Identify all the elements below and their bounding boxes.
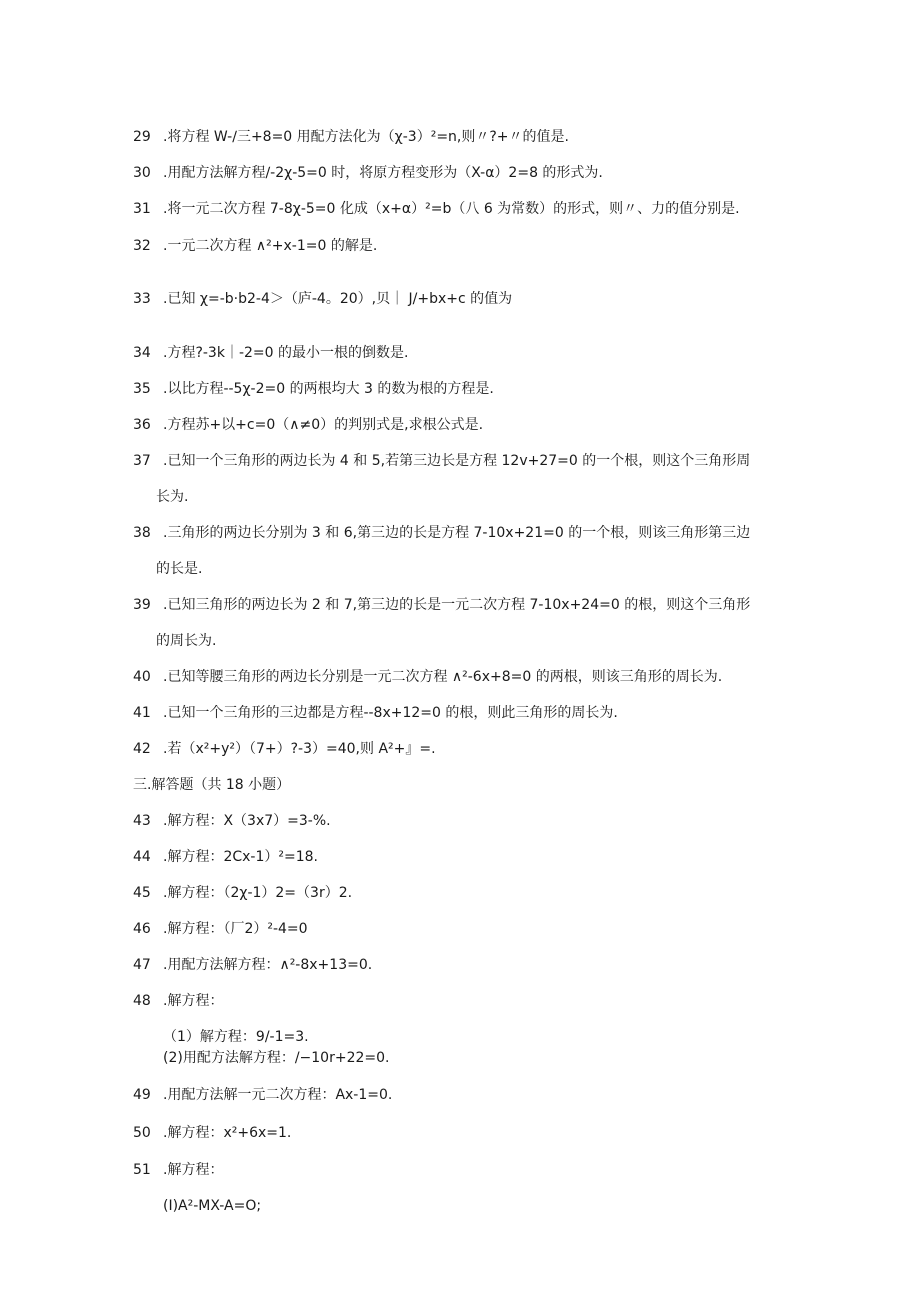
question-text: .用配方法解方程∕-2χ-5=0 时，将原方程变形为（X-α）2=8 的形式为.	[163, 165, 603, 181]
question-number: 46	[133, 921, 151, 937]
question-number: 32	[133, 238, 151, 254]
question-text: .解方程：	[163, 993, 224, 1009]
question-number: 29	[133, 129, 151, 145]
question-text: .解方程：2Cx-1）²=18.	[163, 849, 318, 865]
question-number: 51	[133, 1162, 151, 1178]
question-number: 45	[133, 885, 151, 901]
question-number: 42	[133, 741, 151, 757]
answer-48	[133, 992, 223, 1010]
question-40	[133, 668, 722, 686]
question-text: .方程苏+以+c=0（∧≠0）的判别式是,求根公式是.	[163, 417, 484, 433]
question-text: .解方程：	[163, 1162, 224, 1178]
question-34	[133, 344, 408, 362]
question-number: 34	[133, 345, 151, 361]
question-text: .方程?-3k｜-2=0 的最小一根的倒数是.	[163, 345, 409, 361]
question-text: .将方程 W-∕三+8=0 用配方法化为（χ-3）²=n,则〃?+〃的值是.	[163, 129, 569, 145]
question-39	[133, 596, 750, 614]
answer-50	[133, 1124, 291, 1142]
question-42	[133, 740, 436, 758]
question-text: .已知 χ=-b·b2-4＞（庐-4。20）,贝｜ J/+bx+c 的值为	[163, 291, 513, 307]
question-number: 40	[133, 669, 151, 685]
answer-47	[133, 956, 372, 974]
question-number: 37	[133, 453, 151, 469]
question-39-continued	[156, 632, 216, 650]
question-number: 48	[133, 993, 151, 1009]
question-text: 的长是.	[156, 561, 203, 577]
question-text: .若（x²+y²）（7+）?-3）=40,则 A²+』=.	[163, 741, 436, 757]
answer-46	[133, 920, 308, 938]
question-number: 50	[133, 1125, 151, 1141]
question-35	[133, 380, 494, 398]
question-30	[133, 164, 603, 182]
question-number: 30	[133, 165, 151, 181]
question-37	[133, 452, 750, 470]
question-29	[133, 128, 569, 146]
question-text: .以比方程--5χ-2=0 的两根均大 3 的数为根的方程是.	[163, 381, 494, 397]
answer-44	[133, 848, 318, 866]
answer-43	[133, 812, 331, 830]
question-text: （1）解方程：9/-1=3.	[163, 1029, 309, 1045]
question-number: 36	[133, 417, 151, 433]
question-text: .三角形的两边长分别为 3 和 6,第三边的长是方程 7-10x+21=0 的一个根，则该三角形第三边	[163, 525, 751, 541]
question-text: .已知一个三角形的三边都是方程--8x+12=0 的根，则此三角形的周长为.	[163, 705, 618, 721]
question-text: .解方程：X（3x7）=3-%.	[163, 813, 331, 829]
question-number: 43	[133, 813, 151, 829]
question-38-continued	[156, 560, 202, 578]
question-36	[133, 416, 483, 434]
answer-48-part-2	[163, 1049, 389, 1067]
question-number: 49	[133, 1087, 151, 1103]
question-41	[133, 704, 618, 722]
question-number: 35	[133, 381, 151, 397]
question-number: 38	[133, 525, 151, 541]
question-number: 31	[133, 201, 151, 217]
answer-45	[133, 884, 352, 902]
question-text: .已知一个三角形的两边长为 4 和 5,若第三边长是方程 12v+27=0 的一个根，则这个三角形周	[163, 453, 751, 469]
question-text: 的周长为.	[156, 633, 217, 649]
question-text: .已知等腰三角形的两边长分别是一元二次方程 ∧²-6x+8=0 的两根，则该三角形的周长为.	[163, 669, 723, 685]
question-text: .已知三角形的两边长为 2 和 7,第三边的长是一元二次方程 7-10x+24=0 的根，则这个三角形	[163, 597, 751, 613]
answer-49	[133, 1086, 392, 1104]
question-31	[133, 200, 740, 218]
question-number: 39	[133, 597, 151, 613]
question-38	[133, 524, 750, 542]
question-33	[133, 290, 512, 308]
question-number: 47	[133, 957, 151, 973]
question-37-continued	[156, 488, 188, 506]
question-text: .将一元二次方程 7-8χ-5=0 化成（x+α）²=b（八 6 为常数）的形式，则〃、力的值分别是.	[163, 201, 740, 217]
question-text: .解方程：（2χ-1）2=（3r）2.	[163, 885, 353, 901]
question-number: 33	[133, 291, 151, 307]
question-text: 长为.	[156, 489, 189, 505]
answer-51-part-1	[163, 1197, 261, 1215]
question-text: (2)用配方法解方程：/−10r+22=0.	[163, 1050, 390, 1066]
question-32	[133, 237, 377, 255]
question-text: .一元二次方程 ∧²+x-1=0 的解是.	[163, 238, 378, 254]
question-number: 41	[133, 705, 151, 721]
question-text: (I)A²-MX-A=O;	[163, 1198, 262, 1214]
answer-51	[133, 1161, 223, 1179]
question-text: .解方程：x²+6x=1.	[163, 1125, 292, 1141]
answer-48-part-1	[163, 1028, 309, 1046]
question-text: .用配方法解一元二次方程：Ax-1=0.	[163, 1087, 393, 1103]
question-number: 44	[133, 849, 151, 865]
question-text: .解方程：（厂2）²-4=0	[163, 921, 308, 937]
section-title: 三.解答题（共 18 小题）	[133, 777, 291, 793]
question-text: .用配方法解方程：∧²-8x+13=0.	[163, 957, 373, 973]
